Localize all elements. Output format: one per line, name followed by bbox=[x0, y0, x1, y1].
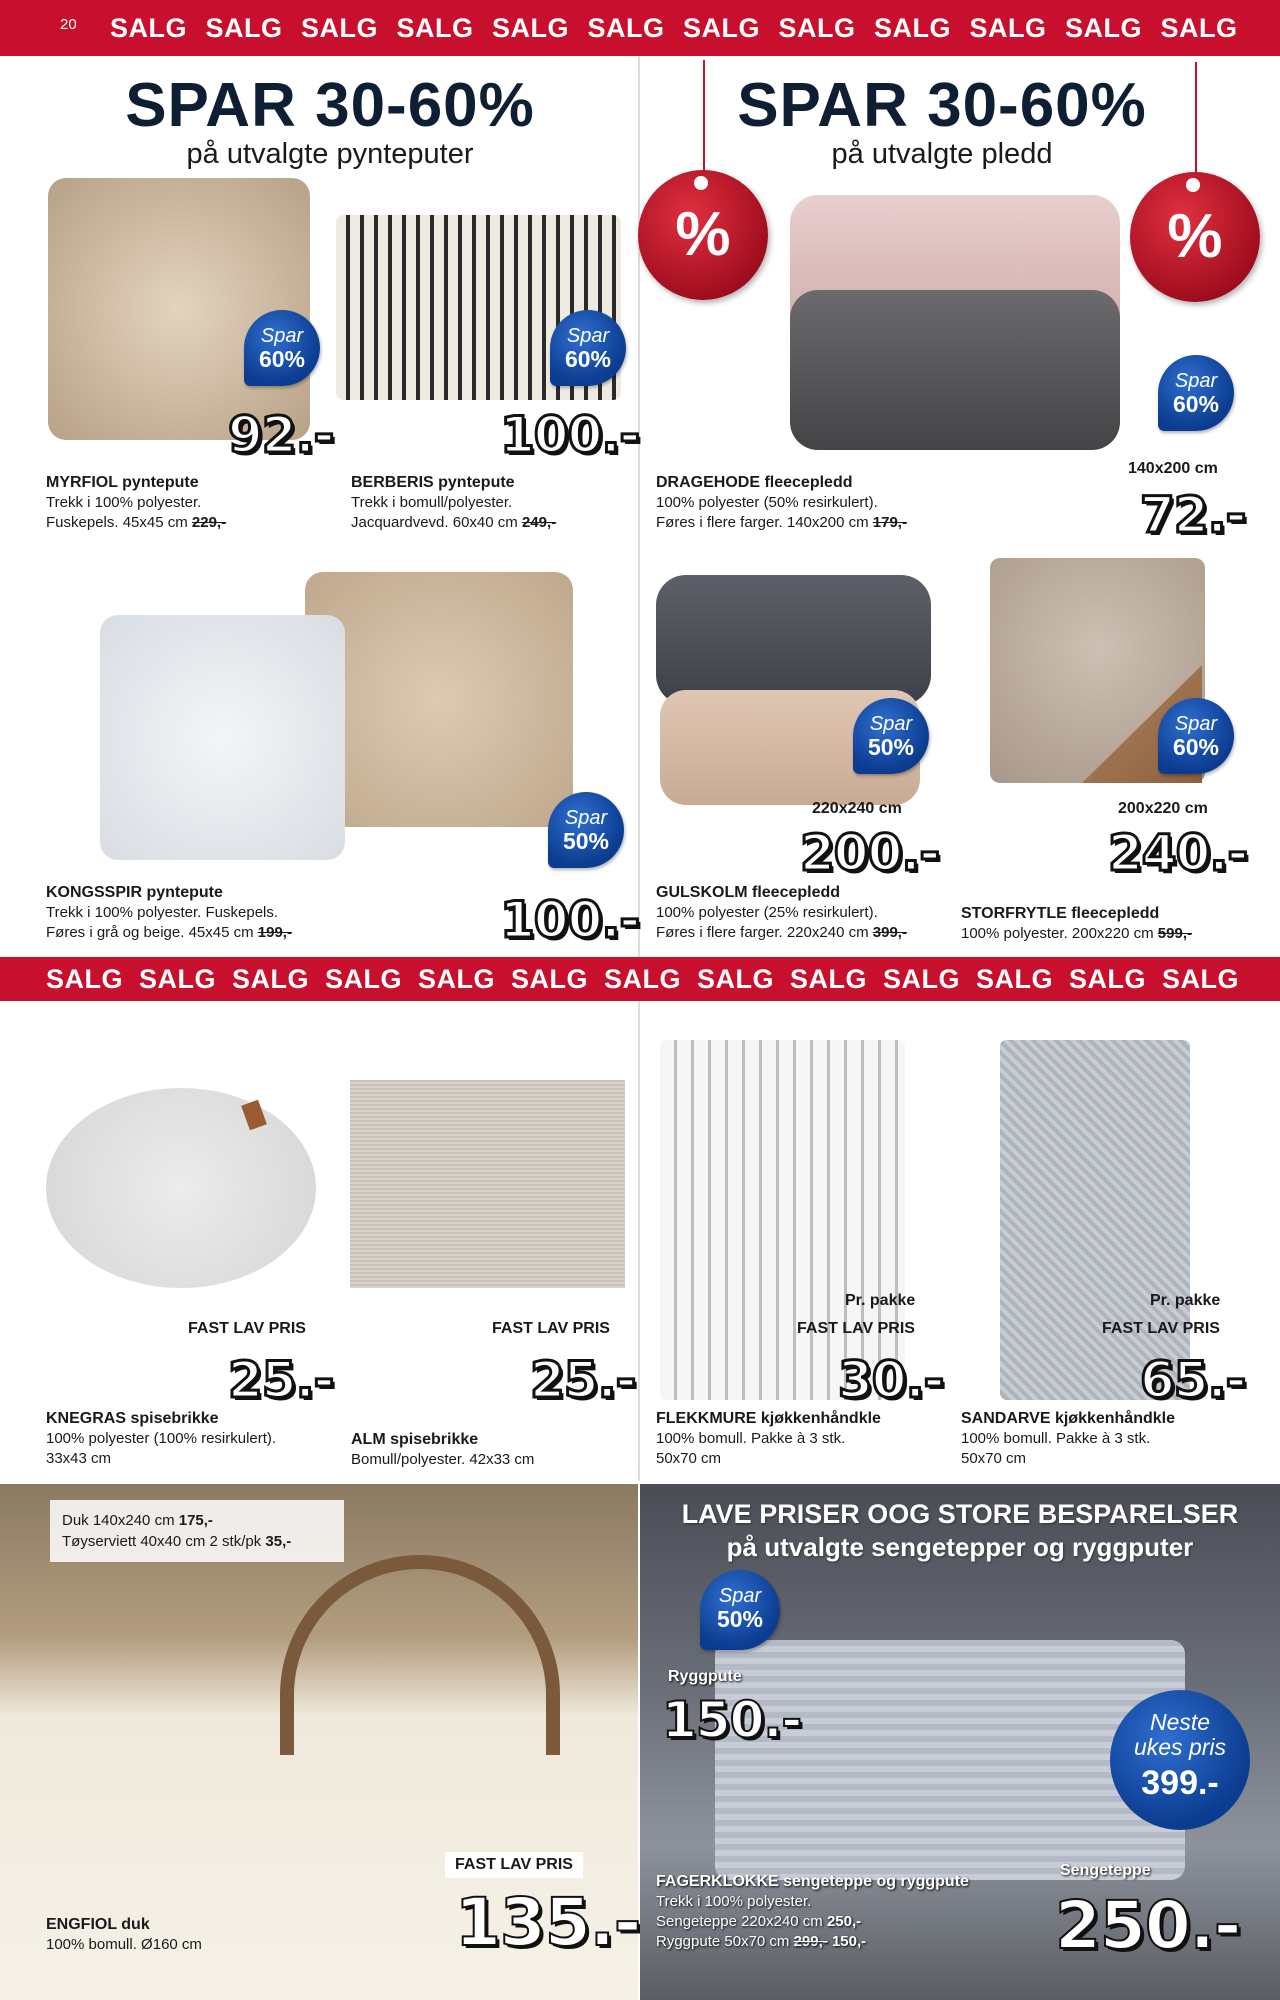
sale-word: SALG bbox=[418, 963, 496, 994]
myrfiol-price: 92.- bbox=[228, 406, 334, 464]
gulskolm-size: 220x240 cm bbox=[812, 800, 902, 817]
product-detail: 100% polyester (50% resirkulert). bbox=[656, 494, 878, 511]
ryggpute-label: Ryggpute bbox=[668, 1668, 742, 1685]
spar-label: Spar bbox=[260, 325, 304, 347]
alm-placemat-image bbox=[350, 1080, 625, 1288]
spar-badge bbox=[700, 1570, 780, 1650]
product-detail: 100% bomull. Pakke à 3 stk. bbox=[961, 1430, 1151, 1447]
sale-word: SALG bbox=[697, 963, 775, 994]
gulskolm-description bbox=[656, 883, 907, 943]
sale-word: SALG bbox=[1065, 12, 1143, 43]
gulskolm-price: 200.- bbox=[800, 824, 940, 882]
knegras-price: 25.- bbox=[228, 1351, 334, 1409]
spar-badge bbox=[1158, 698, 1234, 774]
info-price: 175,- bbox=[178, 1512, 213, 1529]
cushions-headline bbox=[50, 71, 610, 171]
spar-label: Spar bbox=[869, 713, 913, 735]
berberis-price: 100.- bbox=[500, 406, 640, 464]
fast-lav-pris-label: FAST LAV PRIS bbox=[1102, 1320, 1220, 1337]
product-detail: 100% polyester (100% resirkulert). bbox=[46, 1430, 277, 1447]
spar-badge bbox=[1158, 355, 1234, 431]
old-price: 179,- bbox=[872, 514, 907, 531]
pr-pakke-label: Pr. pakke bbox=[1150, 1292, 1221, 1309]
myrfiol-cushion-image bbox=[48, 178, 310, 440]
product-detail: Føres i flere farger. 220x240 cm bbox=[656, 924, 869, 941]
product-name: ALM spisebrikke bbox=[351, 1431, 479, 1448]
sale-word: SALG bbox=[1160, 12, 1238, 43]
fast-lav-pris-label: FAST LAV PRIS bbox=[445, 1852, 583, 1878]
engfiol-info-box bbox=[50, 1500, 344, 1562]
neste-ukes-pris-badge bbox=[1110, 1690, 1250, 1830]
dragehode-description bbox=[656, 473, 907, 533]
sale-word: SALG bbox=[969, 12, 1047, 43]
sale-banner-middle bbox=[0, 957, 1280, 1001]
product-name: GULSKOLM fleecepledd bbox=[656, 884, 841, 901]
headline-subtitle: på utvalgte pledd bbox=[831, 138, 1053, 170]
sale-banner-top bbox=[0, 0, 1280, 56]
sale-word: SALG bbox=[604, 963, 682, 994]
product-detail: 50x70 cm bbox=[961, 1450, 1027, 1467]
badge-percent: 60% bbox=[564, 346, 612, 372]
sale-word: SALG bbox=[301, 12, 379, 43]
sale-word: SALG bbox=[976, 963, 1054, 994]
flekkmure-price: 30.- bbox=[838, 1351, 944, 1409]
badge-percent: 50% bbox=[562, 828, 610, 854]
spar-badge bbox=[244, 310, 320, 386]
neste-label: ukes pris bbox=[1133, 1734, 1227, 1760]
info-price: 35,- bbox=[265, 1533, 292, 1550]
dragehode-throw-image-grey bbox=[790, 290, 1120, 450]
info-text: Duk 140x240 cm bbox=[62, 1512, 175, 1529]
product-detail: Føres i grå og beige. 45x45 cm bbox=[46, 924, 254, 941]
badge-percent: 60% bbox=[1172, 391, 1220, 417]
fast-lav-pris-label: FAST LAV PRIS bbox=[188, 1320, 306, 1337]
product-detail: 100% polyester (25% resirkulert). bbox=[656, 904, 878, 921]
gulskolm-throw-image-grey bbox=[656, 575, 931, 705]
product-detail: Trekk i 100% polyester. Fuskepels. bbox=[46, 904, 279, 921]
product-detail: 100% polyester. 200x220 cm bbox=[961, 925, 1154, 942]
product-detail: Trekk i 100% polyester. bbox=[46, 494, 202, 511]
sale-word: SALG bbox=[46, 963, 124, 994]
badge-percent: 50% bbox=[867, 734, 915, 760]
column-divider-bottom bbox=[638, 1001, 640, 1481]
spar-label: Spar bbox=[1174, 713, 1218, 735]
sandarve-description bbox=[961, 1409, 1175, 1469]
info-text: Tøyserviett 40x40 cm 2 stk/pk bbox=[62, 1533, 262, 1550]
product-detail: 100% bomull. Ø160 cm bbox=[46, 1936, 202, 1953]
product-name: ENGFIOL duk bbox=[46, 1916, 150, 1933]
product-detail: Fuskepels. 45x45 cm bbox=[46, 514, 188, 531]
headline-subtitle: på utvalgte pynteputer bbox=[186, 138, 474, 170]
product-detail: Føres i flere farger. 140x200 cm bbox=[656, 514, 869, 531]
promo-subtitle: på utvalgte sengetepper og ryggputer bbox=[726, 1532, 1194, 1562]
kongsspir-description bbox=[46, 883, 292, 943]
spar-label: Spar bbox=[718, 1585, 762, 1607]
spar-badge bbox=[550, 310, 626, 386]
old-price: 249,- bbox=[521, 514, 557, 531]
old-price: 299,- bbox=[793, 1933, 828, 1950]
product-name: MYRFIOL pyntepute bbox=[46, 474, 199, 491]
product-detail: Ryggpute 50x70 cm bbox=[656, 1933, 790, 1950]
sale-word: SALG bbox=[683, 12, 761, 43]
headline-discount: SPAR 30-60% bbox=[125, 71, 535, 140]
throws-headline bbox=[662, 71, 1222, 171]
sandarve-towels-image bbox=[1000, 1040, 1190, 1400]
product-detail: Trekk i bomull/polyester. bbox=[351, 494, 513, 511]
berberis-description bbox=[351, 473, 556, 533]
spar-badge bbox=[548, 792, 624, 868]
old-price: 229,- bbox=[191, 514, 227, 531]
storfrytle-size: 200x220 cm bbox=[1118, 800, 1208, 817]
promo-title: LAVE PRISER OOG STORE BESPARELSER bbox=[681, 1499, 1239, 1529]
badge-percent: 60% bbox=[1172, 734, 1220, 760]
product-name: FAGERKLOKKE sengeteppe og ryggpute bbox=[656, 1873, 969, 1890]
product-detail: 100% bomull. Pakke à 3 stk. bbox=[656, 1430, 846, 1447]
page-number: 20 bbox=[60, 16, 77, 33]
product-name: FLEKKMURE kjøkkenhåndkle bbox=[656, 1410, 881, 1427]
knegras-placemat-image bbox=[46, 1088, 316, 1288]
pr-pakke-label: Pr. pakke bbox=[845, 1292, 916, 1309]
engfiol-description bbox=[46, 1915, 202, 1955]
spar-label: Spar bbox=[1174, 370, 1218, 392]
sale-word: SALG bbox=[778, 12, 856, 43]
sale-word: SALG bbox=[325, 963, 403, 994]
knegras-description bbox=[46, 1409, 276, 1469]
fagerklokke-description bbox=[656, 1872, 969, 1952]
percent-tag-left: % bbox=[638, 170, 768, 300]
ryggpute-price: 150.- bbox=[662, 1691, 802, 1749]
fast-lav-pris-label: FAST LAV PRIS bbox=[797, 1320, 915, 1337]
old-price: 599,- bbox=[1157, 925, 1192, 942]
dragehode-price: 72.- bbox=[1140, 486, 1246, 544]
product-name: BERBERIS pyntepute bbox=[351, 474, 515, 491]
sale-word: SALG bbox=[1069, 963, 1147, 994]
price-text: 150,- bbox=[831, 1933, 867, 1950]
sale-word: SALG bbox=[110, 12, 188, 43]
percent-tag-right: % bbox=[1130, 172, 1260, 302]
product-name: STORFRYTLE fleecepledd bbox=[961, 905, 1160, 922]
myrfiol-description bbox=[46, 473, 226, 533]
sale-word: SALG bbox=[883, 963, 961, 994]
badge-percent: 60% bbox=[258, 346, 306, 372]
sale-word: SALG bbox=[790, 963, 868, 994]
alm-description bbox=[351, 1430, 534, 1470]
neste-price: 399.- bbox=[1141, 1764, 1219, 1802]
spar-badge bbox=[853, 698, 929, 774]
flekkmure-description bbox=[656, 1409, 881, 1469]
storfrytle-description bbox=[961, 904, 1192, 944]
kongsspir-price: 100.- bbox=[500, 891, 640, 949]
dragehode-size: 140x200 cm bbox=[1128, 460, 1218, 477]
product-name: KONGSSPIR pyntepute bbox=[46, 884, 223, 901]
flekkmure-towels-image bbox=[660, 1040, 905, 1400]
product-detail: Trekk i 100% polyester. bbox=[656, 1893, 812, 1910]
sale-word: SALG bbox=[232, 963, 310, 994]
sale-word: SALG bbox=[396, 12, 474, 43]
badge-percent: 50% bbox=[716, 1606, 764, 1632]
product-name: SANDARVE kjøkkenhåndkle bbox=[961, 1410, 1175, 1427]
alm-price: 25.- bbox=[530, 1351, 636, 1409]
product-detail: Sengeteppe 220x240 cm bbox=[656, 1913, 823, 1930]
sale-word: SALG bbox=[511, 963, 589, 994]
product-detail: 50x70 cm bbox=[656, 1450, 722, 1467]
spar-label: Spar bbox=[564, 807, 608, 829]
old-price: 199,- bbox=[257, 924, 292, 941]
kongsspir-cushion-image-grey bbox=[100, 615, 345, 860]
sale-word: SALG bbox=[492, 12, 570, 43]
sengeteppe-label: Sengeteppe bbox=[1060, 1862, 1151, 1879]
sale-word: SALG bbox=[874, 12, 952, 43]
product-detail: Bomull/polyester. 42x33 cm bbox=[351, 1451, 535, 1468]
sandarve-price: 65.- bbox=[1140, 1351, 1246, 1409]
sale-word: SALG bbox=[1162, 963, 1240, 994]
engfiol-price: 135.- bbox=[455, 1884, 641, 1961]
kongsspir-cushion-image-beige bbox=[305, 572, 573, 827]
price-text: 250,- bbox=[826, 1913, 862, 1930]
product-name: DRAGEHODE fleecepledd bbox=[656, 474, 853, 491]
column-divider-top bbox=[638, 56, 640, 957]
sengeteppe-price: 250.- bbox=[1055, 1887, 1241, 1964]
neste-label: Neste bbox=[1149, 1709, 1211, 1735]
storfrytle-price: 240.- bbox=[1108, 824, 1248, 882]
spar-label: Spar bbox=[566, 325, 610, 347]
product-name: KNEGRAS spisebrikke bbox=[46, 1410, 219, 1427]
old-price: 399,- bbox=[872, 924, 907, 941]
fast-lav-pris-label: FAST LAV PRIS bbox=[492, 1320, 610, 1337]
product-detail: 33x43 cm bbox=[46, 1450, 112, 1467]
product-detail: Jacquardvevd. 60x40 cm bbox=[351, 514, 518, 531]
headline-discount: SPAR 30-60% bbox=[737, 71, 1147, 140]
sale-word: SALG bbox=[587, 12, 665, 43]
sale-word: SALG bbox=[139, 963, 217, 994]
sale-word: SALG bbox=[205, 12, 283, 43]
